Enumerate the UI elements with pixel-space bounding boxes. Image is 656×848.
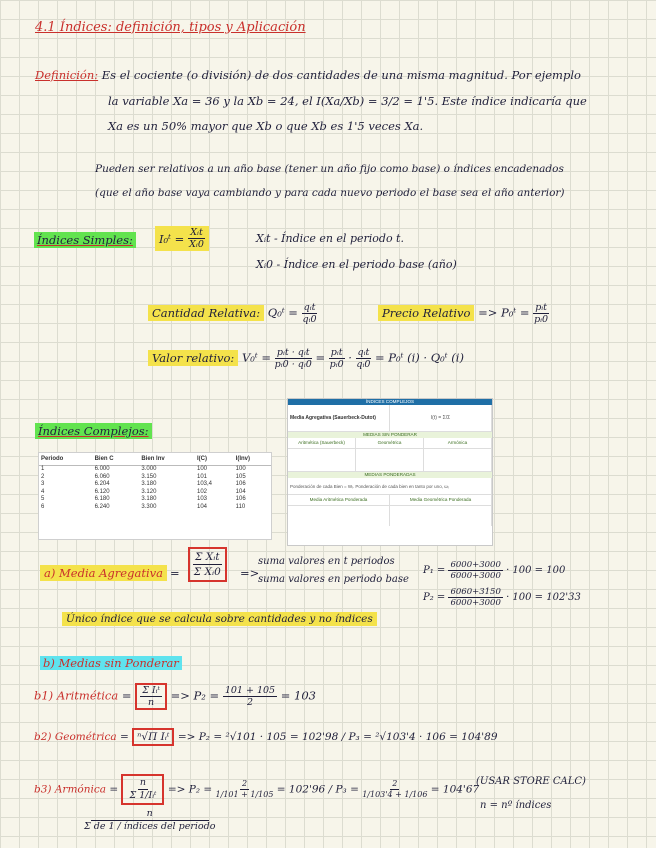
definition-line-3: Xa es un 50% mayor que Xb o que Xb es 1'5 veces Xa. — [108, 119, 424, 133]
simple-index-den: Xᵢ0 — [189, 239, 204, 250]
agregativa-p1-label: P₁ = — [423, 565, 446, 576]
b3-note-1: (USAR STORE CALC) — [476, 776, 586, 787]
card-header-2: MEDIAS SIN PONDERAR — [288, 432, 492, 438]
b2-formula: ⁿ√Π Iᵢᵗ — [132, 728, 174, 746]
table-cell: 6.120 — [94, 488, 110, 495]
relative-price-formula: => P₀ᵗ = — [478, 305, 530, 320]
agregativa-eq: = — [170, 566, 180, 580]
table-cell: 105 — [235, 473, 246, 480]
b3-p3: P₃ = — [335, 783, 359, 796]
card-row3-text: Ponderación de cada Bien = Wᵢ. Ponderación de cada bien en tanto por uno, ωᵢ — [288, 478, 492, 494]
page-title: 4.1 Índices: definición, tipos y Aplicación — [35, 20, 306, 35]
agregativa-p1-tail: · 100 = 100 — [506, 565, 566, 576]
table-cell: 3.180 — [141, 481, 157, 488]
table-cell: 2 — [41, 473, 45, 480]
table-cell: 4 — [41, 488, 45, 495]
relative-value-formula: V₀ᵗ = — [241, 350, 271, 365]
b1-eq: = — [121, 688, 132, 703]
b2-label: b2) Geométrica — [34, 731, 117, 743]
relative-value: Valor relativo: V₀ᵗ = $\frac{\text{pᵢt · qᵢt}}{\text{pᵢ0 · qᵢ0}}$ = $\frac{\text{pᵢt}}{\text{pᵢ0}}$ · $\frac{\text{qᵢt}}{\text{qᵢ0}}$ = P₀ᵗ (i) · Q₀ᵗ (i) — [148, 347, 464, 370]
b1-pnum: 101 + 105 — [224, 685, 276, 696]
simple-index-desc-2: Xᵢ0 - Índice en el periodo base (año) — [256, 258, 457, 271]
simple-indices-section — [34, 233, 136, 247]
relative-value-p-num: pᵢt — [330, 347, 343, 358]
agregativa-p1-num: 6000+3000 — [450, 560, 501, 570]
b1-pden: 2 — [246, 697, 253, 708]
footer-num: n — [91, 808, 209, 821]
sin-ponderar-label: b) Medias sin Ponderar — [40, 656, 182, 670]
card-column-label: Geométrica — [356, 438, 424, 448]
relative-quantity-label: Cantidad Relativa: — [148, 305, 264, 321]
agregativa-p1-den: 6000+3000 — [450, 571, 501, 581]
data-table — [39, 453, 271, 512]
b3-p2den: 1/101 + 1/105 — [215, 790, 274, 799]
b3-p3den: 1/103'4 + 1/106 — [362, 790, 428, 799]
simple-index-num: Xᵢt — [190, 227, 203, 238]
card-formula-wa — [288, 506, 390, 526]
definition-line-1 — [35, 68, 581, 82]
relative-price-den: pᵢ0 — [534, 314, 549, 325]
card-header-3: MEDIAS PONDERADAS — [288, 472, 492, 478]
table-cell: 101 — [197, 473, 208, 480]
relative-value-den: pᵢ0 · qᵢ0 — [274, 359, 312, 370]
simple-indices-label: Índices Simples: — [34, 232, 136, 248]
relative-value-q-num: qᵢt — [357, 347, 370, 358]
agregativa-label: a) Media Agregativa — [40, 566, 167, 580]
b1-arrow: => — [170, 688, 190, 703]
relative-value-label: Valor relativo: — [148, 350, 238, 366]
agregativa-desc-1: suma valores en t periodos — [258, 556, 395, 567]
table-cell: 3.300 — [141, 503, 157, 510]
complex-indices-section — [35, 424, 152, 438]
b3-p2res: = 102'96 / — [276, 783, 333, 796]
table-header: I(Inv) — [234, 453, 271, 466]
relative-price — [378, 302, 549, 325]
definition-line-5: (que el año base vaya cambiando y para cada nuevo periodo el base sea el año anterior) — [95, 187, 565, 199]
table-cell: 3 — [41, 481, 45, 488]
definition-label: Definición: — [35, 68, 99, 82]
card-row1-left: Media Agregativa (Sauerbeck-Dutot) — [290, 415, 376, 421]
simple-index-desc-1: Xᵢt - Índice en el periodo t. — [256, 232, 404, 245]
agregativa-num: Σ Xᵢt — [195, 551, 220, 563]
table-cell: 5 — [41, 496, 45, 503]
table-cell: 104 — [197, 503, 208, 510]
table-cell: 100 — [197, 466, 208, 472]
table-row — [39, 496, 271, 504]
card-formula-icon: I(t) = Σ/Σ — [430, 415, 451, 421]
relative-quantity-den: qᵢ0 — [302, 314, 317, 325]
relative-price-label: Precio Relativo — [378, 305, 474, 321]
b3-p2: P₂ = — [188, 783, 213, 796]
agregativa-p2-num: 6060+3150 — [450, 587, 501, 597]
table-header: Periodo — [39, 453, 93, 466]
table-cell: 3.000 — [141, 466, 157, 472]
b3-p3res: = 104'67 — [430, 783, 480, 796]
b3-eq: = — [109, 783, 119, 796]
table-cell: 1 — [41, 466, 45, 472]
data-table-image — [38, 452, 272, 540]
table-cell: 110 — [235, 503, 246, 510]
b1-result: = 103 — [280, 688, 316, 703]
card-column-label: Media Geométrica Ponderada — [390, 495, 492, 505]
b3-row — [34, 774, 479, 805]
b2-eq: = — [120, 731, 129, 743]
table-row — [39, 504, 271, 512]
b1-row — [34, 683, 316, 710]
card-column-label: Armónica — [424, 438, 492, 448]
table-header: I(C) — [195, 453, 234, 466]
b3-p2num: 2 — [241, 779, 248, 788]
card-column-label: Media Aritmética Ponderada — [288, 495, 390, 505]
agregativa-p2-tail: · 100 = 102'33 — [506, 592, 581, 603]
table-cell: 100 — [235, 466, 246, 472]
relative-value-p-den: pᵢ0 — [329, 359, 344, 370]
complex-indices-label: Índices Complejos: — [35, 423, 152, 439]
card-formula-wg — [390, 506, 492, 526]
b1-label: b1) Aritmética — [34, 688, 119, 703]
footer-den: Σ de 1 / índices del periodo — [84, 821, 216, 832]
relative-quantity-num: qᵢt — [303, 302, 316, 313]
table-cell: 102 — [197, 488, 208, 495]
card-formula-harm — [424, 449, 492, 471]
agregativa-note: Único índice que se calcula sobre cantidades y no índices — [62, 613, 377, 625]
table-cell: 6.204 — [94, 481, 110, 488]
card-header-1: ÍNDICES COMPLEJOS — [288, 399, 492, 405]
card-formula-geom — [356, 449, 424, 471]
relative-quantity-formula: Q₀ᵗ = — [267, 305, 298, 320]
table-cell: 6.240 — [94, 503, 110, 510]
table-header: Bien C — [93, 453, 140, 466]
agregativa-arrow: => — [240, 566, 260, 580]
definition-line-4: Pueden ser relativos a un año base (tener un año fijo como base) o índices encadenados — [95, 163, 564, 175]
b3-den: Σ 1/Iᵢᵗ — [129, 790, 157, 801]
table-cell: 3.150 — [141, 473, 157, 480]
table-cell: 3.180 — [141, 496, 157, 503]
table-header: Bien Inv — [139, 453, 195, 466]
table-cell: 106 — [235, 481, 246, 488]
table-cell: 106 — [235, 496, 246, 503]
definition-line-2: la variable Xa = 36 y la Xb = 24, el I(Xa/Xb) = 3/2 = 1'5. Este índice indicaría que — [108, 94, 587, 108]
relative-value-q-den: qᵢ0 — [356, 359, 371, 370]
table-cell: 6 — [41, 503, 45, 510]
b1-num: Σ Iᵢᵗ — [142, 685, 160, 696]
agregativa-den: Σ Xᵢ0 — [193, 566, 221, 578]
agregativa-p2-den: 6000+3000 — [450, 598, 501, 608]
b2-rest: => P₂ = ²√101 · 105 = 102'98 / P₃ = ²√103'4 · 106 = 104'89 — [177, 731, 498, 743]
relative-value-rest: = P₀ᵗ (i) · Q₀ᵗ (i) — [375, 350, 464, 365]
table-cell: 104 — [235, 488, 246, 495]
table-cell: 6.180 — [94, 496, 110, 503]
b3-num: n — [139, 777, 147, 788]
formula-card-image — [287, 398, 493, 546]
simple-index-formula — [155, 226, 209, 251]
b1-den: n — [148, 697, 155, 708]
agregativa-p2 — [423, 587, 581, 608]
table-cell: 6.060 — [94, 473, 110, 480]
b1-p: P₂ = — [193, 688, 220, 703]
table-cell: 6.000 — [94, 466, 110, 472]
relative-quantity — [148, 302, 317, 325]
agregativa-desc-2: suma valores en periodo base — [258, 574, 409, 585]
card-column-label: Aritmética (Sauerbeck) — [288, 438, 356, 448]
table-row — [39, 474, 271, 482]
relative-price-num: pᵢt — [535, 302, 547, 313]
table-cell: 103 — [197, 496, 208, 503]
agregativa-p2-label: P₂ = — [423, 592, 446, 603]
relative-value-num: pᵢt · qᵢt — [276, 347, 310, 358]
table-cell: 3.120 — [141, 488, 157, 495]
card-formula-arith — [288, 449, 356, 471]
table-row — [39, 466, 271, 474]
relative-value-eq: = — [315, 350, 326, 365]
table-cell: 103,4 — [197, 481, 213, 488]
b3-label: b3) Armónica — [34, 783, 106, 796]
definition-text-1: Es el cociente (o división) de dos cantidades de una misma magnitud. Por ejemplo — [101, 68, 581, 82]
b3-arrow: => — [167, 783, 186, 796]
table-row — [39, 489, 271, 497]
footer-fraction — [84, 808, 215, 833]
b3-note-2: n = nº índices — [480, 800, 552, 811]
agregativa-p1 — [423, 560, 565, 581]
b3-p3num: 2 — [392, 779, 398, 788]
table-row — [39, 481, 271, 489]
b2-row — [34, 728, 498, 746]
simple-index-lhs: I₀ᵗ = — [159, 231, 185, 246]
agregativa-formula — [188, 547, 227, 582]
